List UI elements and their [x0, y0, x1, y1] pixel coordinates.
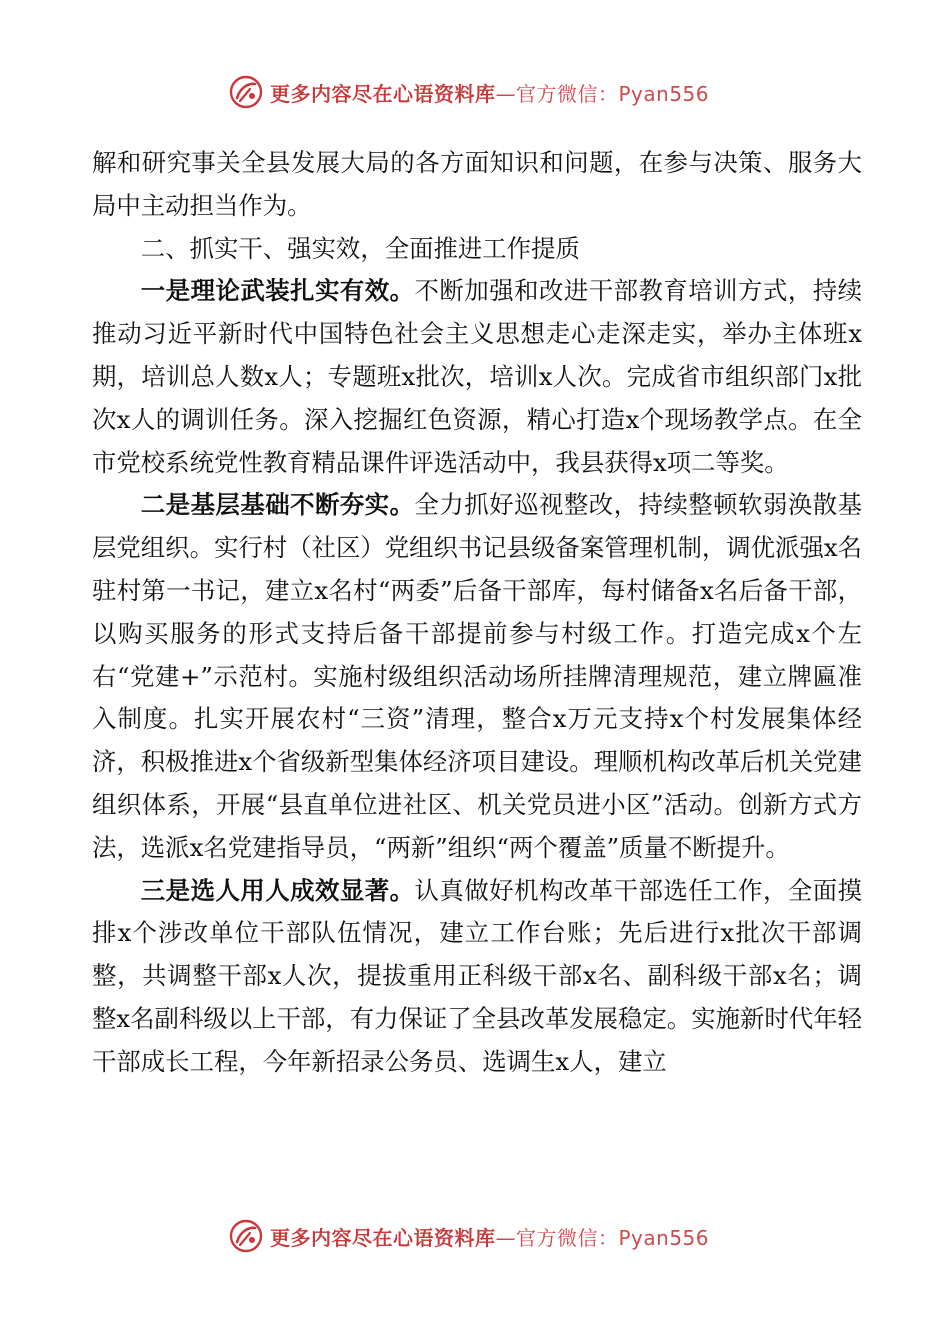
footer-banner [228, 1216, 748, 1256]
document-body [92, 142, 862, 1084]
red-circle-logo-icon [228, 74, 264, 110]
footer-banner-title: 更多内容尽在心语资料库 [270, 1225, 496, 1250]
section-heading: 二、抓实干、强实效，全面推进工作提质 [140, 233, 580, 263]
paragraph-lead: 三是选人用人成效显著。 [140, 875, 415, 905]
paragraph-text: 全力抓好巡视整改，持续整顿软弱涣散基层党组织。实行村（社区）党组织书记县级备案管理机制，调优派强x名驻村第一书记，建立x名村“两委”后备干部库，每村储备x名后备干部，以购买服务的形式支持后备干部提前参与村级工作。打造完成x个左右“党建+”示范村。实施村级组织活动场所挂牌清理规范，建立牌匾准入制度。扎实开展农村“三资”清理，整合x万元支持x个村发展集体经济，积极推进x个省级新型集体经济项目建设。理顺机构改革后机关党建组织体系，开展“县直单位进社区、机关党员进小区”活动。创新方式方法，选派x名党建指导员，“两新”组织“两个覆盖”质量不断提升。 [92, 490, 862, 862]
header-banner-wechat: —官方微信：Pyan556 [495, 81, 710, 106]
paragraph-grassroots [92, 484, 862, 869]
red-circle-logo-icon [228, 1218, 264, 1254]
footer-banner-wechat: —官方微信：Pyan556 [495, 1225, 710, 1250]
footer-banner-text [270, 1222, 709, 1251]
paragraph-personnel [92, 870, 862, 1084]
paragraph-lead: 二是基层基础不断夯实。 [140, 490, 415, 520]
paragraph-continued: 解和研究事关全县发展大局的各方面知识和问题，在参与决策、服务大局中主动担当作为。 [92, 148, 862, 220]
paragraph-theory [92, 270, 862, 484]
paragraph-text: 认真做好机构改革干部选任工作，全面摸排x个涉改单位干部队伍情况，建立工作台账；先后进行x批次干部调整，共调整干部x人次，提拔重用正科级干部x名、副科级干部x名；调整x名副科级以上干部，有力保证了全县改革发展稳定。实施新时代年轻干部成长工程，今年新招录公务员、选调生x人，建立 [92, 875, 862, 1076]
paragraph-lead: 一是理论武装扎实有效。 [140, 276, 415, 306]
paragraph-text: 不断加强和改进干部教育培训方式，持续推动习近平新时代中国特色社会主义思想走心走深走实，举办主体班x期，培训总人数x人；专题班x批次，培训x人次。完成省市组织部门x批次x人的调训任务。深入挖掘红色资源，精心打造x个现场教学点。在全市党校系统党性教育精品课件评选活动中，我县获得x项二等奖。 [92, 276, 862, 477]
header-banner [228, 72, 748, 112]
header-banner-title: 更多内容尽在心语资料库 [270, 81, 496, 106]
header-banner-text [270, 78, 709, 107]
